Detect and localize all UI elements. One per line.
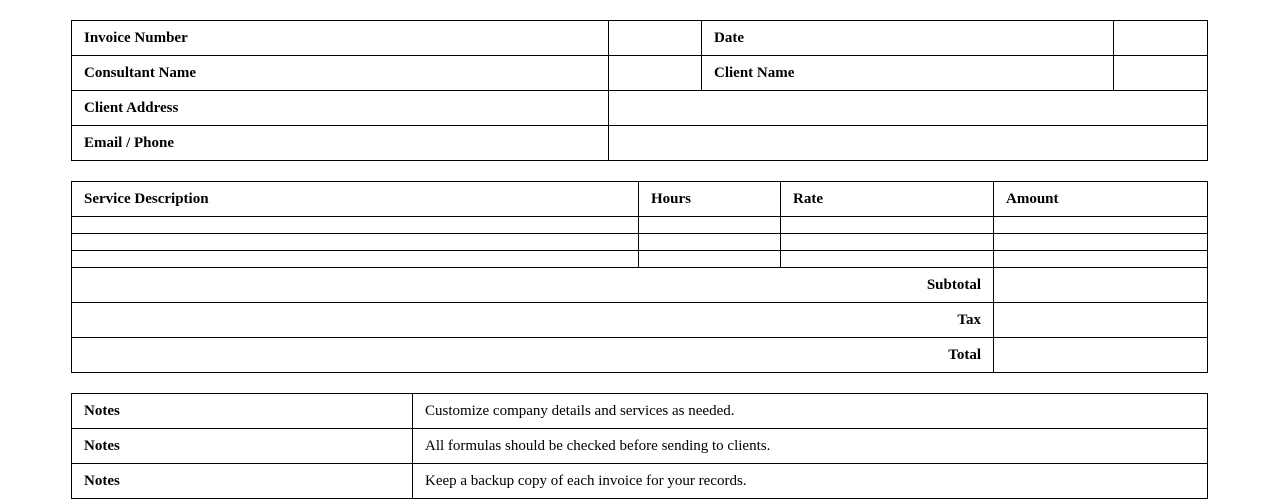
- notes-text[interactable]: All formulas should be checked before sending to clients.: [413, 429, 1208, 464]
- services-table: [71, 181, 1208, 373]
- notes-row: [72, 429, 1208, 464]
- client-address-row: [72, 91, 1208, 126]
- column-header-rate: Rate: [781, 182, 994, 217]
- invoice-number-field[interactable]: [609, 21, 702, 56]
- amount-cell[interactable]: [994, 234, 1208, 251]
- service-row: [72, 234, 1208, 251]
- consultant-name-label: Consultant Name: [72, 56, 609, 91]
- client-name-label: Client Name: [702, 56, 1114, 91]
- notes-label: Notes: [72, 464, 413, 499]
- consultant-name-field[interactable]: [609, 56, 702, 91]
- hours-cell[interactable]: [639, 217, 781, 234]
- email-phone-label: Email / Phone: [72, 126, 609, 161]
- column-header-amount: Amount: [994, 182, 1208, 217]
- rate-cell[interactable]: [781, 217, 994, 234]
- notes-text[interactable]: Keep a backup copy of each invoice for your records.: [413, 464, 1208, 499]
- tax-label: Tax: [72, 303, 994, 338]
- column-header-service-description: Service Description: [72, 182, 639, 217]
- service-row: [72, 217, 1208, 234]
- email-phone-row: [72, 126, 1208, 161]
- consultant-row: [72, 56, 1208, 91]
- amount-cell[interactable]: [994, 217, 1208, 234]
- rate-cell[interactable]: [781, 234, 994, 251]
- column-header-hours: Hours: [639, 182, 781, 217]
- client-address-field[interactable]: [609, 91, 1208, 126]
- service-description-cell[interactable]: [72, 251, 639, 268]
- invoice-number-label: Invoice Number: [72, 21, 609, 56]
- subtotal-row: [72, 268, 1208, 303]
- total-field[interactable]: [994, 338, 1208, 373]
- client-address-label: Client Address: [72, 91, 609, 126]
- rate-cell[interactable]: [781, 251, 994, 268]
- subtotal-label: Subtotal: [72, 268, 994, 303]
- client-name-field[interactable]: [1114, 56, 1208, 91]
- notes-label: Notes: [72, 394, 413, 429]
- service-row: [72, 251, 1208, 268]
- service-description-cell[interactable]: [72, 234, 639, 251]
- total-row: [72, 338, 1208, 373]
- subtotal-field[interactable]: [994, 268, 1208, 303]
- total-label: Total: [72, 338, 994, 373]
- notes-text[interactable]: Customize company details and services as needed.: [413, 394, 1208, 429]
- invoice-number-row: [72, 21, 1208, 56]
- services-header-row: [72, 182, 1208, 217]
- date-label: Date: [702, 21, 1114, 56]
- hours-cell[interactable]: [639, 234, 781, 251]
- hours-cell[interactable]: [639, 251, 781, 268]
- tax-field[interactable]: [994, 303, 1208, 338]
- notes-row: [72, 394, 1208, 429]
- invoice-header-table: [71, 20, 1208, 161]
- notes-table: [71, 393, 1208, 499]
- notes-label: Notes: [72, 429, 413, 464]
- tax-row: [72, 303, 1208, 338]
- service-description-cell[interactable]: [72, 217, 639, 234]
- notes-row: [72, 464, 1208, 499]
- email-phone-field[interactable]: [609, 126, 1208, 161]
- date-field[interactable]: [1114, 21, 1208, 56]
- amount-cell[interactable]: [994, 251, 1208, 268]
